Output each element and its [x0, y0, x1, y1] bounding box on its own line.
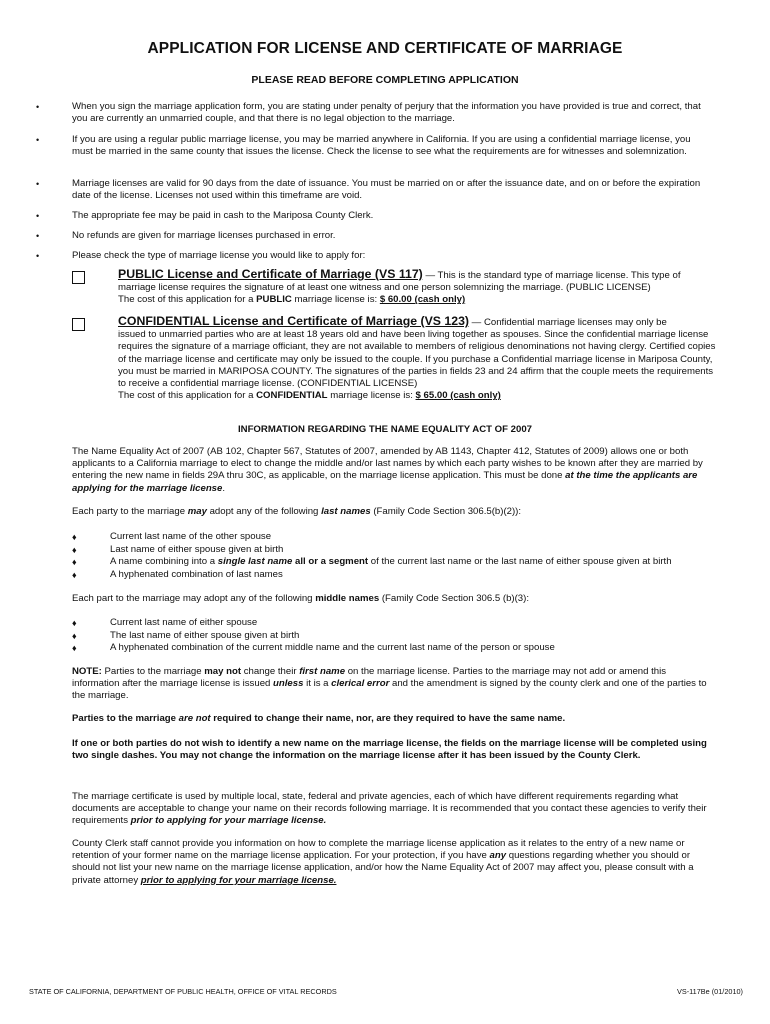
last-names-intro-emph: last names — [321, 506, 371, 517]
bullet-refunds: No refunds are given for marriage licenses purchased in error. — [72, 230, 336, 241]
note-part: and the amendment is signed by the county clerk and one of the parties to the marriage. — [72, 678, 707, 702]
footer-agency: STATE OF CALIFORNIA, DEPARTMENT OF PUBLIC HEALTH, OFFICE OF VITAL RECORDS — [29, 987, 337, 996]
note-part: Parties to the marriage — [101, 666, 205, 677]
last-name-option — [110, 556, 720, 568]
certificate-text: The marriage certificate is used by multiple local, state, federal and private agencies, each of which have different requirements regarding what documents are acceptable to change your name on their records following marriage. It is recommended that you contact these agencies to verify their requirements — [72, 791, 707, 827]
clerk-emph-underline: prior to applying for your marriage license. — [140, 874, 337, 886]
confidential-license-checkbox[interactable] — [72, 318, 85, 331]
note-part: change their — [241, 666, 300, 677]
last-name-option-part: of the current last name or the last name of either spouse given at birth — [368, 556, 672, 567]
note-emph: may not — [204, 666, 242, 677]
bullet-icon: • — [36, 231, 40, 241]
page-title: APPLICATION FOR LICENSE AND CERTIFICATE OF MARRIAGE — [147, 40, 623, 57]
last-names-intro — [72, 506, 712, 518]
bullet-public-vs-confidential: If you are using a regular public marriage license, you may be married anywhere in California. If you are using a confidential marriage license, you must be married in the same county that issues the license. Check the license to see what the requirements are for witnesses and solemnization. — [72, 134, 691, 158]
parties-note-part: required to change their name, nor, are they required to have the same name. — [210, 713, 566, 724]
note-label: NOTE: — [72, 666, 102, 677]
note-part: it is a — [303, 678, 332, 690]
county-clerk-paragraph — [72, 838, 712, 887]
clerk-text: County Clerk staff cannot provide you information on how to complete the marriage license application as it relates to the entry of a new name or retention of your former name on the marriage license application. For your protection, if you have — [72, 838, 685, 862]
diamond-bullet-icon: ♦ — [72, 557, 77, 567]
middle-name-option: A hyphenated combination of the current middle name and the current last name of the person or spouse — [110, 642, 555, 653]
diamond-bullet-icon: ♦ — [72, 643, 77, 653]
confidential-license-option — [118, 315, 718, 402]
bullet-icon: • — [36, 179, 40, 189]
confidential-license-dash-text: — Confidential marriage licenses may only be — [469, 317, 667, 328]
public-cost-prefix: The cost of this application for a — [118, 294, 257, 306]
two-dashes-note: If one or both parties do not wish to identify a new name on the marriage license, the fields on the marriage license will be completed using two single dashes. You may not change the information on the marriage license after it has been issued by the County Clerk. — [72, 738, 707, 762]
footer-form-number: VS-117Be (01/2010) — [677, 987, 743, 996]
certificate-usage-paragraph — [72, 791, 712, 828]
public-license-heading: PUBLIC License and Certificate of Marriage (VS 117) — [118, 267, 423, 281]
confidential-license-body: issued to unmarried parties who are at least 18 years old and have been living together as spouses. Since the confidential marriage license requires the signature of a marriage officiant, they are not available to members of religious denominations not having clergy. Certified copies of the marriage license and certificate may only be issued to the couple. If you purchase a Confidential marriage license in Mariposa County, you must be married in MARIPOSA COUNTY. The signatures of the parties in fields 23 and 24 affirm that the couple meets the requirements to receive a confidential marriage license. (CONFIDENTIAL LICENSE) — [118, 329, 716, 390]
clerk-text: questions regarding whether you should or should not list your new name on the marriage license application, and/or how the Name Equality Act of 2007 may affect you, please consult with a private attorney — [72, 850, 694, 886]
confidential-cost-mid: marriage license is: — [327, 390, 416, 402]
middle-names-intro-part: (Family Code Section 306.5 (b)(3): — [379, 593, 529, 604]
bullet-icon: • — [36, 211, 40, 221]
diamond-bullet-icon: ♦ — [72, 545, 77, 555]
last-name-option: Current last name of the other spouse — [110, 531, 272, 542]
diamond-bullet-icon: ♦ — [72, 532, 77, 542]
last-name-option-bold: all or a segment — [292, 556, 369, 567]
last-name-option: A hyphenated combination of last names — [110, 569, 283, 580]
equality-act-heading: INFORMATION REGARDING THE NAME EQUALITY ACT OF 2007 — [237, 424, 533, 435]
bullet-validity: Marriage licenses are valid for 90 days from the date of issuance. You must be married on or after the issuance date, and on or before the expiration date of the license. Licenses not used within this timeframe are void. — [72, 178, 701, 202]
bullet-icon: • — [36, 251, 40, 261]
last-name-option-part: A name combining into a — [110, 556, 218, 567]
public-license-option — [118, 268, 718, 307]
parties-name-note — [72, 713, 712, 725]
bullet-penalty-of-perjury: When you sign the marriage application form, you are stating under penalty of perjury that the information you have provided is true and correct, that you are currently an unmarried couple, and that there is no legal objection to the marriage. — [72, 101, 701, 125]
public-cost-type: PUBLIC — [256, 294, 292, 306]
note-part: on the marriage license. Parties to the marriage may not add or amend this information after the marriage license is issued — [72, 666, 667, 690]
public-license-body: marriage license requires the signature of at least one witness and one person solemnizing the marriage. (PUBLIC LICENSE) — [118, 282, 651, 294]
last-name-option: Last name of either spouse given at birth — [110, 544, 284, 555]
note-emph: first name — [299, 666, 346, 677]
bullet-check-type: Please check the type of marriage license you would like to apply for: — [72, 250, 366, 261]
confidential-cost-prefix: The cost of this application for a — [118, 390, 257, 402]
middle-name-option: Current last name of either spouse — [110, 617, 258, 628]
middle-names-intro-part: Each part to the marriage may adopt any of the following — [72, 593, 316, 604]
last-name-option-emph: single last name — [217, 556, 293, 567]
first-name-note — [72, 666, 712, 703]
confidential-cost-value: $ 65.00 (cash only) — [415, 390, 501, 402]
middle-names-intro — [72, 593, 712, 605]
last-names-intro-part: (Family Code Section 306.5(b)(2)): — [370, 506, 522, 517]
diamond-bullet-icon: ♦ — [72, 570, 77, 580]
public-cost-mid: marriage license is: — [291, 294, 380, 306]
confidential-cost-type: CONFIDENTIAL — [256, 390, 328, 402]
last-names-intro-may: may — [187, 506, 207, 517]
equality-act-emphasis: at the time the applicants are applying for the marriage license — [72, 470, 698, 494]
certificate-emph: prior to applying for your marriage license. — [130, 815, 327, 827]
equality-act-text: The Name Equality Act of 2007 (AB 102, Chapter 567, Statutes of 2007, amended by AB 1143, Chapter 412, Statutes of 2009) allows one or both applicants to a California marriage to elect to change the middle and/or last names by which each party wishes to be known after they are married by entering the new name in fields 29A thru 30C, as applicable, on the marriage license application. This must be done — [72, 446, 703, 482]
confidential-license-heading: CONFIDENTIAL License and Certificate of Marriage (VS 123) — [118, 314, 470, 328]
parties-note-part: Parties to the marriage — [72, 713, 179, 724]
middle-names-intro-emph: middle names — [315, 593, 380, 604]
last-names-intro-part: Each party to the marriage — [72, 506, 188, 517]
bullet-fee: The appropriate fee may be paid in cash to the Mariposa County Clerk. — [72, 210, 374, 221]
equality-act-paragraph — [72, 446, 712, 495]
public-license-dash-text: — This is the standard type of marriage license. This type of — [422, 270, 681, 281]
note-emph: clerical error — [331, 678, 390, 690]
bullet-icon: • — [36, 135, 40, 145]
public-license-checkbox[interactable] — [72, 271, 85, 284]
diamond-bullet-icon: ♦ — [72, 631, 77, 641]
clerk-emph: any — [489, 850, 507, 862]
last-names-intro-part: adopt any of the following — [206, 506, 322, 517]
note-emph: unless — [273, 678, 304, 690]
equality-act-end: . — [222, 482, 226, 494]
page-subtitle: PLEASE READ BEFORE COMPLETING APPLICATION — [251, 74, 519, 86]
public-cost-value: $ 60.00 (cash only) — [379, 294, 466, 306]
parties-note-emph: are not — [178, 713, 211, 724]
diamond-bullet-icon: ♦ — [72, 618, 77, 628]
bullet-icon: • — [36, 102, 40, 112]
middle-name-option: The last name of either spouse given at birth — [110, 630, 300, 641]
